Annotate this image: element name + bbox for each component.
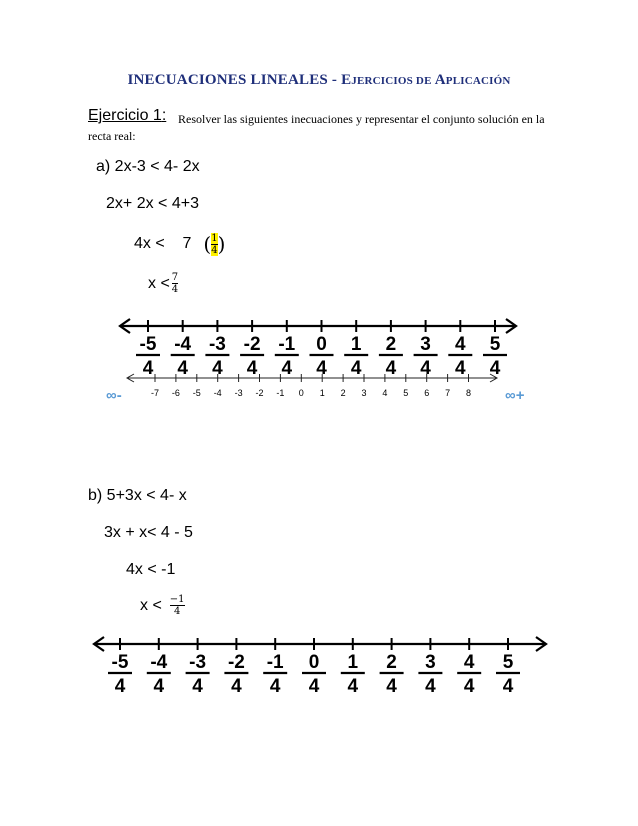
integer-tick-label: -2 bbox=[255, 388, 264, 398]
tick-label-denominator: 4 bbox=[385, 358, 397, 379]
part-a-result-prefix: x < bbox=[148, 274, 170, 292]
part-a-line-3-text: 4x < 7 bbox=[134, 235, 192, 252]
integer-tick-label: 0 bbox=[298, 388, 304, 398]
multiplier-denominator: 4 bbox=[211, 244, 218, 256]
tick-label-numerator: 5 bbox=[502, 652, 514, 673]
tick-label-denominator: 4 bbox=[455, 358, 466, 379]
tick-label-numerator: -4 bbox=[150, 652, 168, 673]
integer-tick-label: 6 bbox=[424, 388, 430, 398]
integer-tick-label: -1 bbox=[276, 388, 285, 398]
multiplier-numerator: 1 bbox=[211, 232, 218, 244]
integer-tick-label: 4 bbox=[382, 388, 388, 398]
part-b-line-1: b) 5+3x < 4- x bbox=[88, 487, 187, 504]
integer-tick-label: -7 bbox=[150, 388, 160, 398]
title-text-3: A bbox=[431, 72, 446, 88]
title-text-1: INECUACIONES LINEALES - E bbox=[127, 72, 352, 88]
tick-label-denominator: 4 bbox=[142, 358, 154, 379]
tick-label-denominator: 4 bbox=[350, 358, 362, 379]
part-a-result-numerator: 7 bbox=[171, 272, 179, 283]
part-a-line-1: a) 2x-3 < 4- 2x bbox=[96, 158, 200, 175]
tick-label-denominator: 4 bbox=[316, 358, 327, 379]
tick-label-numerator: 4 bbox=[455, 334, 466, 355]
exercise-heading bbox=[88, 107, 166, 125]
tick-label-numerator: 2 bbox=[386, 652, 397, 673]
integer-tick-label: 1 bbox=[319, 388, 325, 398]
tick-label-numerator: -3 bbox=[189, 652, 207, 673]
tick-label-denominator: 4 bbox=[420, 358, 431, 379]
part-a-line-3 bbox=[134, 232, 225, 256]
tick-label-numerator: -4 bbox=[174, 334, 192, 355]
tick-label-numerator: 0 bbox=[316, 334, 327, 355]
part-a-line-2: 2x+ 2x < 4+3 bbox=[106, 195, 199, 212]
tick-label-numerator: 1 bbox=[347, 652, 359, 673]
part-b-result-fraction bbox=[170, 594, 185, 617]
open-paren: ( bbox=[203, 232, 212, 256]
exercise-colon: : bbox=[161, 107, 167, 124]
part-b-line-2: 3x + x< 4 - 5 bbox=[104, 524, 193, 541]
tick-label-denominator: 4 bbox=[153, 676, 165, 692]
tick-label-denominator: 4 bbox=[177, 358, 188, 379]
integer-tick-label: 3 bbox=[361, 388, 367, 398]
number-line-b bbox=[0, 632, 638, 692]
part-a-result-fraction bbox=[172, 272, 178, 295]
tick-label-numerator: -5 bbox=[111, 652, 129, 673]
tick-label-numerator: -2 bbox=[243, 334, 261, 355]
page-title bbox=[0, 72, 638, 89]
tick-label-denominator: 4 bbox=[308, 676, 320, 692]
tick-label-numerator: 1 bbox=[350, 334, 362, 355]
left-infinity-label: ∞- bbox=[106, 387, 122, 404]
tick-label-numerator: -5 bbox=[139, 334, 157, 355]
integer-tick-label: 2 bbox=[340, 388, 346, 398]
right-infinity-label: ∞+ bbox=[505, 387, 525, 404]
tick-label-denominator: 4 bbox=[281, 358, 293, 379]
integer-tick-label: -4 bbox=[213, 388, 222, 398]
tick-label-numerator: 2 bbox=[385, 334, 397, 355]
tick-label-denominator: 4 bbox=[386, 676, 397, 692]
tick-label-numerator: 4 bbox=[463, 652, 475, 673]
instruction-line-2: recta real: bbox=[88, 129, 136, 143]
part-a-result bbox=[148, 272, 178, 295]
tick-label-numerator: -1 bbox=[278, 334, 296, 355]
tick-label-numerator: -2 bbox=[227, 652, 245, 673]
tick-label-numerator: 0 bbox=[308, 652, 320, 673]
tick-label-denominator: 4 bbox=[269, 676, 281, 692]
tick-label-numerator: 3 bbox=[425, 652, 436, 673]
tick-label-numerator: -1 bbox=[266, 652, 284, 673]
title-text-4: PLICACIÓN bbox=[445, 75, 511, 87]
tick-label-denominator: 4 bbox=[347, 676, 359, 692]
integer-tick-label: -6 bbox=[171, 388, 180, 398]
part-b-result bbox=[140, 594, 185, 617]
part-b-result-denominator: 4 bbox=[173, 606, 181, 617]
part-b-result-numerator: −1 bbox=[169, 594, 185, 605]
close-paren: ) bbox=[217, 232, 226, 256]
tick-label-denominator: 4 bbox=[246, 358, 258, 379]
integer-tick-label: 7 bbox=[445, 388, 451, 398]
part-b-result-prefix: x < bbox=[140, 596, 162, 614]
part-a-result-denominator: 4 bbox=[171, 284, 179, 295]
tick-label-denominator: 4 bbox=[114, 676, 126, 692]
tick-label-denominator: 4 bbox=[192, 676, 203, 692]
integer-tick-label: 8 bbox=[465, 388, 472, 398]
integer-tick-label: -3 bbox=[234, 388, 243, 398]
integer-tick-label: -5 bbox=[192, 388, 201, 398]
tick-label-denominator: 4 bbox=[212, 358, 223, 379]
part-b-line-3: 4x < -1 bbox=[126, 561, 176, 578]
tick-label-numerator: 3 bbox=[420, 334, 431, 355]
exercise-label: Ejercicio 1 bbox=[88, 107, 162, 124]
title-text-2: JERCICIOS DE bbox=[351, 75, 432, 87]
tick-label-denominator: 4 bbox=[463, 676, 475, 692]
tick-label-denominator: 4 bbox=[231, 676, 242, 692]
tick-label-denominator: 4 bbox=[425, 676, 436, 692]
tick-label-numerator: 5 bbox=[489, 334, 501, 355]
tick-label-numerator: -3 bbox=[208, 334, 226, 355]
number-line-a bbox=[0, 310, 638, 415]
tick-label-denominator: 4 bbox=[502, 676, 514, 692]
instruction-line-1: Resolver las siguientes inecuaciones y representar el conjunto solución en la bbox=[178, 112, 545, 126]
integer-tick-label: 5 bbox=[403, 388, 409, 398]
tick-label-denominator: 4 bbox=[489, 358, 501, 379]
